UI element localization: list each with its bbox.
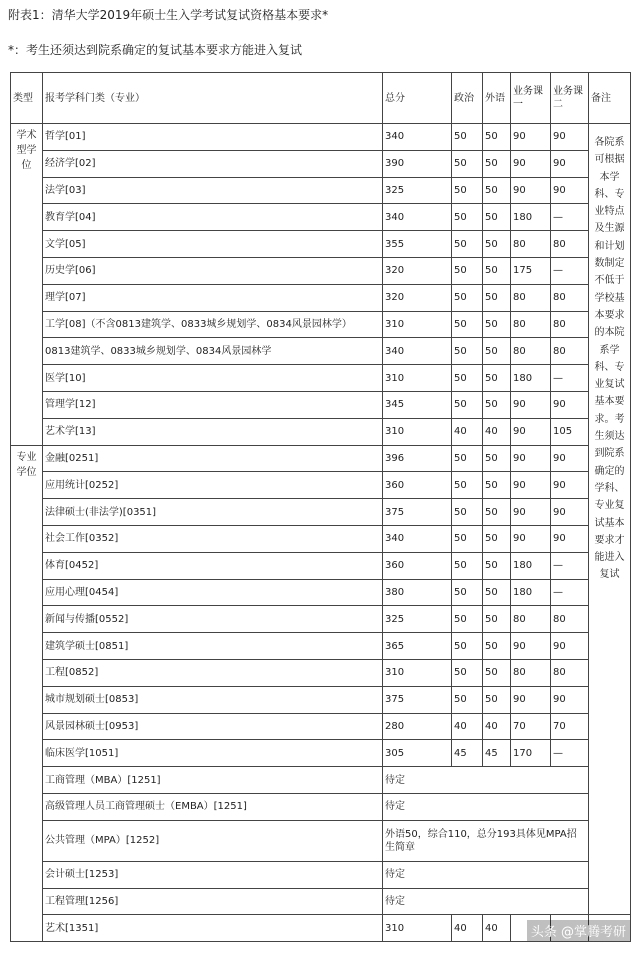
subject-name: 建筑学硕士[0851] [43,633,383,660]
foreign-score: 50 [483,365,511,392]
politics-score: 50 [452,633,483,660]
subject-name: 艺术[1351] [43,915,383,942]
subject-name: 会计硕士[1253] [43,861,383,888]
course1-score: 80 [511,338,551,365]
foreign-score: 50 [483,124,511,151]
course1-score: 80 [511,606,551,633]
foreign-score: 50 [483,659,511,686]
course1-score: 80 [511,284,551,311]
foreign-score: 50 [483,177,511,204]
total-score: 310 [383,418,452,445]
subject-name: 医学[10] [43,365,383,392]
subject-name: 城市规划硕士[0853] [43,686,383,713]
course1-score: 90 [511,177,551,204]
header-note: 备注 [589,73,631,124]
politics-score: 50 [452,124,483,151]
course2-score: — [551,552,589,579]
politics-score: 50 [452,445,483,472]
course1-score: 80 [511,231,551,258]
subject-name: 理学[07] [43,284,383,311]
foreign-score: 50 [483,231,511,258]
foreign-score: 50 [483,579,511,606]
total-score: 325 [383,606,452,633]
course1-score: 180 [511,365,551,392]
total-score: 340 [383,525,452,552]
course1-score: 80 [511,659,551,686]
table-row [11,311,631,338]
table-row [11,767,631,794]
total-score: 310 [383,659,452,686]
table-row [11,418,631,445]
course1-score: 90 [511,445,551,472]
merged-requirement: 外语50，综合110，总分193具体见MPA招生简章 [383,820,589,861]
politics-score: 50 [452,552,483,579]
table-row [11,633,631,660]
course2-score: — [551,204,589,231]
total-score: 325 [383,177,452,204]
course1-score: 90 [511,418,551,445]
foreign-score: 50 [483,472,511,499]
course2-score: 90 [551,124,589,151]
foreign-score: 45 [483,740,511,767]
course2-score: 90 [551,686,589,713]
politics-score: 50 [452,338,483,365]
subject-name: 教育学[04] [43,204,383,231]
merged-requirement: 待定 [383,888,589,915]
table-row [11,257,631,284]
foreign-score: 40 [483,713,511,740]
foreign-score: 50 [483,284,511,311]
course2-score: 90 [551,499,589,526]
total-score: 365 [383,633,452,660]
header-course1: 业务课一 [511,73,551,124]
table-row [11,338,631,365]
course2-score: 80 [551,338,589,365]
subject-name: 风景园林硕士[0953] [43,713,383,740]
subject-name: 哲学[01] [43,124,383,151]
subject-name: 工程[0852] [43,659,383,686]
foreign-score: 50 [483,686,511,713]
subject-name: 金融[0251] [43,445,383,472]
course1-score: 180 [511,204,551,231]
subject-name: 0813建筑学、0833城乡规划学、0834风景园林学 [43,338,383,365]
watermark: 头条 @掌腾考研 [527,920,630,941]
course2-score: 80 [551,231,589,258]
course2-score: 90 [551,472,589,499]
subject-name: 新闻与传播[0552] [43,606,383,633]
table-row [11,124,631,151]
course1-score: 90 [511,686,551,713]
politics-score: 50 [452,231,483,258]
merged-requirement: 待定 [383,861,589,888]
politics-score: 50 [452,391,483,418]
table-row [11,606,631,633]
header-foreign: 外语 [483,73,511,124]
subject-name: 应用心理[0454] [43,579,383,606]
table-row [11,472,631,499]
foreign-score: 50 [483,150,511,177]
subject-name: 公共管理（MPA）[1252] [43,820,383,861]
subject-name: 法律硕士(非法学)[0351] [43,499,383,526]
subject-name: 社会工作[0352] [43,525,383,552]
course2-score: 90 [551,525,589,552]
course2-score: — [551,740,589,767]
politics-score: 50 [452,579,483,606]
foreign-score: 40 [483,915,511,942]
table-row [11,713,631,740]
table-row [11,177,631,204]
course2-score: 80 [551,606,589,633]
total-score: 396 [383,445,452,472]
politics-score: 50 [452,204,483,231]
course1-score: 70 [511,713,551,740]
foreign-score: 50 [483,633,511,660]
table-row [11,659,631,686]
subject-name: 工学[08]（不含0813建筑学、0833城乡规划学、0834风景园林学） [43,311,383,338]
foreign-score: 50 [483,499,511,526]
table-row [11,204,631,231]
course1-score: 90 [511,633,551,660]
total-score: 280 [383,713,452,740]
politics-score: 50 [452,686,483,713]
foreign-score: 50 [483,311,511,338]
table-row [11,686,631,713]
subject-name: 法学[03] [43,177,383,204]
course1-score: 90 [511,124,551,151]
header-type: 类型 [11,73,43,124]
subject-name: 文学[05] [43,231,383,258]
politics-score: 50 [452,525,483,552]
subject-name: 管理学[12] [43,391,383,418]
politics-score: 50 [452,311,483,338]
politics-score: 50 [452,177,483,204]
politics-score: 40 [452,915,483,942]
note-column: 各院系可根据本学科、专业特点及生源和计划数制定不低于学校基本要求的本院系学科、专业复试基本要求。考生须达到院系确定的学科、专业复试基本要求才能进入复试 [589,124,631,915]
table-row [11,231,631,258]
course2-score: 80 [551,284,589,311]
politics-score: 50 [452,365,483,392]
subject-name: 工商管理（MBA）[1251] [43,767,383,794]
total-score: 360 [383,552,452,579]
total-score: 380 [383,579,452,606]
table-row [11,552,631,579]
total-score: 310 [383,915,452,942]
course1-score: 180 [511,579,551,606]
header-course2: 业务课二 [551,73,589,124]
appendix-title: 附表1：清华大学2019年硕士生入学考试复试资格基本要求* [8,8,329,22]
table-row [11,499,631,526]
course2-score: 90 [551,633,589,660]
subject-name: 临床医学[1051] [43,740,383,767]
politics-score: 40 [452,418,483,445]
course2-score: 90 [551,391,589,418]
table-row [11,445,631,472]
subject-name: 历史学[06] [43,257,383,284]
politics-score: 50 [452,499,483,526]
merged-requirement: 待定 [383,793,589,820]
course2-score: — [551,579,589,606]
total-score: 390 [383,150,452,177]
course2-score: 80 [551,311,589,338]
table-row [11,888,631,915]
subject-name: 工程管理[1256] [43,888,383,915]
foreign-score: 40 [483,418,511,445]
politics-score: 50 [452,150,483,177]
table-row [11,391,631,418]
total-score: 360 [383,472,452,499]
header-total: 总分 [383,73,452,124]
header-politics: 政治 [452,73,483,124]
politics-score: 40 [452,713,483,740]
total-score: 305 [383,740,452,767]
subject-name: 应用统计[0252] [43,472,383,499]
foreign-score: 50 [483,257,511,284]
total-score: 340 [383,204,452,231]
subject-name: 高级管理人员工商管理硕士（EMBA）[1251] [43,793,383,820]
table-row [11,793,631,820]
header-subject: 报考学科门类（专业） [43,73,383,124]
total-score: 345 [383,391,452,418]
politics-score: 50 [452,284,483,311]
course1-score: 180 [511,552,551,579]
course2-score: 90 [551,445,589,472]
table-row [11,740,631,767]
course1-score: 175 [511,257,551,284]
table-row [11,150,631,177]
header-row [11,73,631,124]
politics-score: 50 [452,472,483,499]
foreign-score: 50 [483,552,511,579]
table-body [11,73,631,942]
course2-score: 80 [551,659,589,686]
foreign-score: 50 [483,391,511,418]
course2-score: 105 [551,418,589,445]
foreign-score: 50 [483,606,511,633]
foreign-score: 50 [483,525,511,552]
foreign-score: 50 [483,338,511,365]
total-score: 355 [383,231,452,258]
course2-score: — [551,257,589,284]
table-row [11,820,631,861]
subject-name: 艺术学[13] [43,418,383,445]
politics-score: 50 [452,659,483,686]
foreign-score: 50 [483,204,511,231]
total-score: 375 [383,686,452,713]
group-professional: 专业学位 [11,445,43,942]
politics-score: 45 [452,740,483,767]
total-score: 310 [383,311,452,338]
total-score: 320 [383,257,452,284]
course1-score: 90 [511,150,551,177]
foreign-score: 50 [483,445,511,472]
total-score: 340 [383,338,452,365]
table-row [11,284,631,311]
course1-score: 90 [511,391,551,418]
politics-score: 50 [452,257,483,284]
group-academic: 学术型学位 [11,124,43,446]
politics-score: 50 [452,606,483,633]
subject-name: 经济学[02] [43,150,383,177]
table-row [11,861,631,888]
course1-score: 90 [511,525,551,552]
requirements-table [10,72,631,942]
course2-score: — [551,365,589,392]
table-footnote: *：考生还须达到院系确定的复试基本要求方能进入复试 [8,43,303,57]
merged-requirement: 待定 [383,767,589,794]
total-score: 340 [383,124,452,151]
table-row [11,579,631,606]
course2-score: 90 [551,150,589,177]
course1-score: 170 [511,740,551,767]
subject-name: 体育[0452] [43,552,383,579]
table-row [11,525,631,552]
course2-score: 90 [551,177,589,204]
table-row [11,365,631,392]
total-score: 375 [383,499,452,526]
course1-score: 90 [511,472,551,499]
course1-score: 90 [511,499,551,526]
course1-score: 80 [511,311,551,338]
course2-score: 70 [551,713,589,740]
total-score: 310 [383,365,452,392]
total-score: 320 [383,284,452,311]
